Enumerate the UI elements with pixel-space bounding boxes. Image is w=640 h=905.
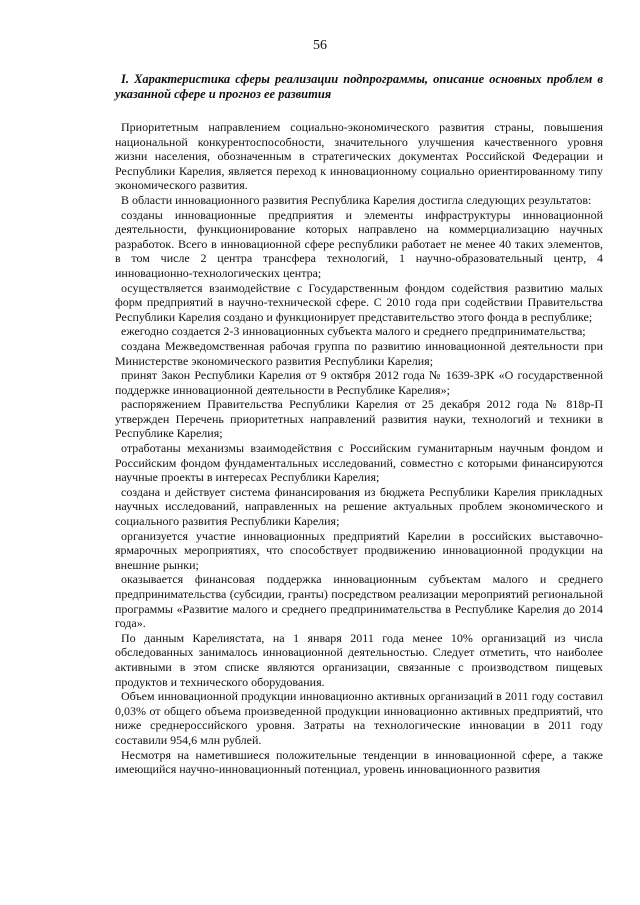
paragraph: оказывается финансовая поддержка инновационным субъектам малого и среднего предпринимательства (субсидии, гранты) посредством реализации мероприятий региональной программы «Развитие малого и среднего предпринимательства в Республике Карелия до 2014 года». [115, 572, 603, 631]
paragraph: создана Межведомственная рабочая группа по развитию инновационной деятельности при Министерстве экономического развития Республики Карелия; [115, 338, 603, 368]
section-heading: I. Характеристика сферы реализации подпрограммы, описание основных проблем в указанной сфере и прогноз ее развития [115, 72, 603, 101]
paragraph: создана и действует система финансирования из бюджета Республики Карелия прикладных научных исследований, направленных на решение актуальных проблем экономического и социального развития Республики Карелия; [115, 484, 603, 529]
paragraph: Приоритетным направлением социально-экономического развития страны, повышения национальной конкурентоспособности, значительного улучшения качественного уровня жизни населения, обозначенным в стратегических документах Российской Федерации и Республики Карелия, является переход к инновационному социально ориентированному типу экономического развития. [115, 120, 603, 193]
paragraph: организуется участие инновационных предприятий Карелии в российских выставочно-ярмарочных мероприятиях, что способствует продвижению инновационной продукции на внешние рынки; [115, 528, 603, 572]
paragraph: По данным Карелиястата, на 1 января 2011 года менее 10% организаций из числа обследованных занималось инновационной деятельностью. Следует отметить, что наиболее активными в этом списке являются организации, связанные с производством пищевых продуктов и технического оборудования. [115, 630, 603, 689]
paragraph: Несмотря на наметившиеся положительные тенденции в инновационной сфере, а также имеющийся научно-инновационный потенциал, уровень инновационного развития [115, 747, 603, 777]
page-number: 56 [313, 38, 327, 53]
paragraph: распоряжением Правительства Республики Карелия от 25 декабря 2012 года № 818р-П утвержден Перечень приоритетных направлений развития науки, технологий и техники в Республике Карелия; [115, 397, 603, 441]
paragraph: принят Закон Республики Карелия от 9 октября 2012 года № 1639-ЗРК «О государственной поддержке инновационной деятельности в Республике Карелия»; [115, 368, 603, 397]
paragraph: созданы инновационные предприятия и элементы инфраструктуры инновационной деятельности, функционирование которых направлено на коммерциализацию научных разработок. Всего в инновационной сфере республики работает не менее 40 таких элементов, в том числе 2 центра трансфера технологий, 1 научно-образовательный центр, 4 инновационно-технологических центра; [115, 207, 603, 280]
paragraph: отработаны механизмы взаимодействия с Российским гуманитарным научным фондом и Российским фондом фундаментальных исследований, совместно с которыми финансируются научные проекты в интересах Республики Карелия; [115, 441, 603, 485]
paragraph: В области инновационного развития Республика Карелия достигла следующих результатов: [121, 192, 592, 207]
document-body [115, 72, 603, 777]
paragraph: ежегодно создается 2-3 инновационных субъекта малого и среднего предпринимательства; [121, 324, 586, 339]
paragraph: осуществляется взаимодействие с Государственным фондом содействия развитию малых форм предприятий в научно-технической сфере. С 2010 года при содействии Правительства Республики Карелия создано и функционирует представительство этого фонда в республике; [115, 280, 603, 324]
paragraph: Объем инновационной продукции инновационно активных организаций в 2011 году составил 0,03% от общего объема произведенной продукции инновационно активных предприятий, что ниже среднероссийского уровня. Затраты на технологические инновации в 2011 году составили 954,6 млн рублей. [115, 689, 603, 747]
